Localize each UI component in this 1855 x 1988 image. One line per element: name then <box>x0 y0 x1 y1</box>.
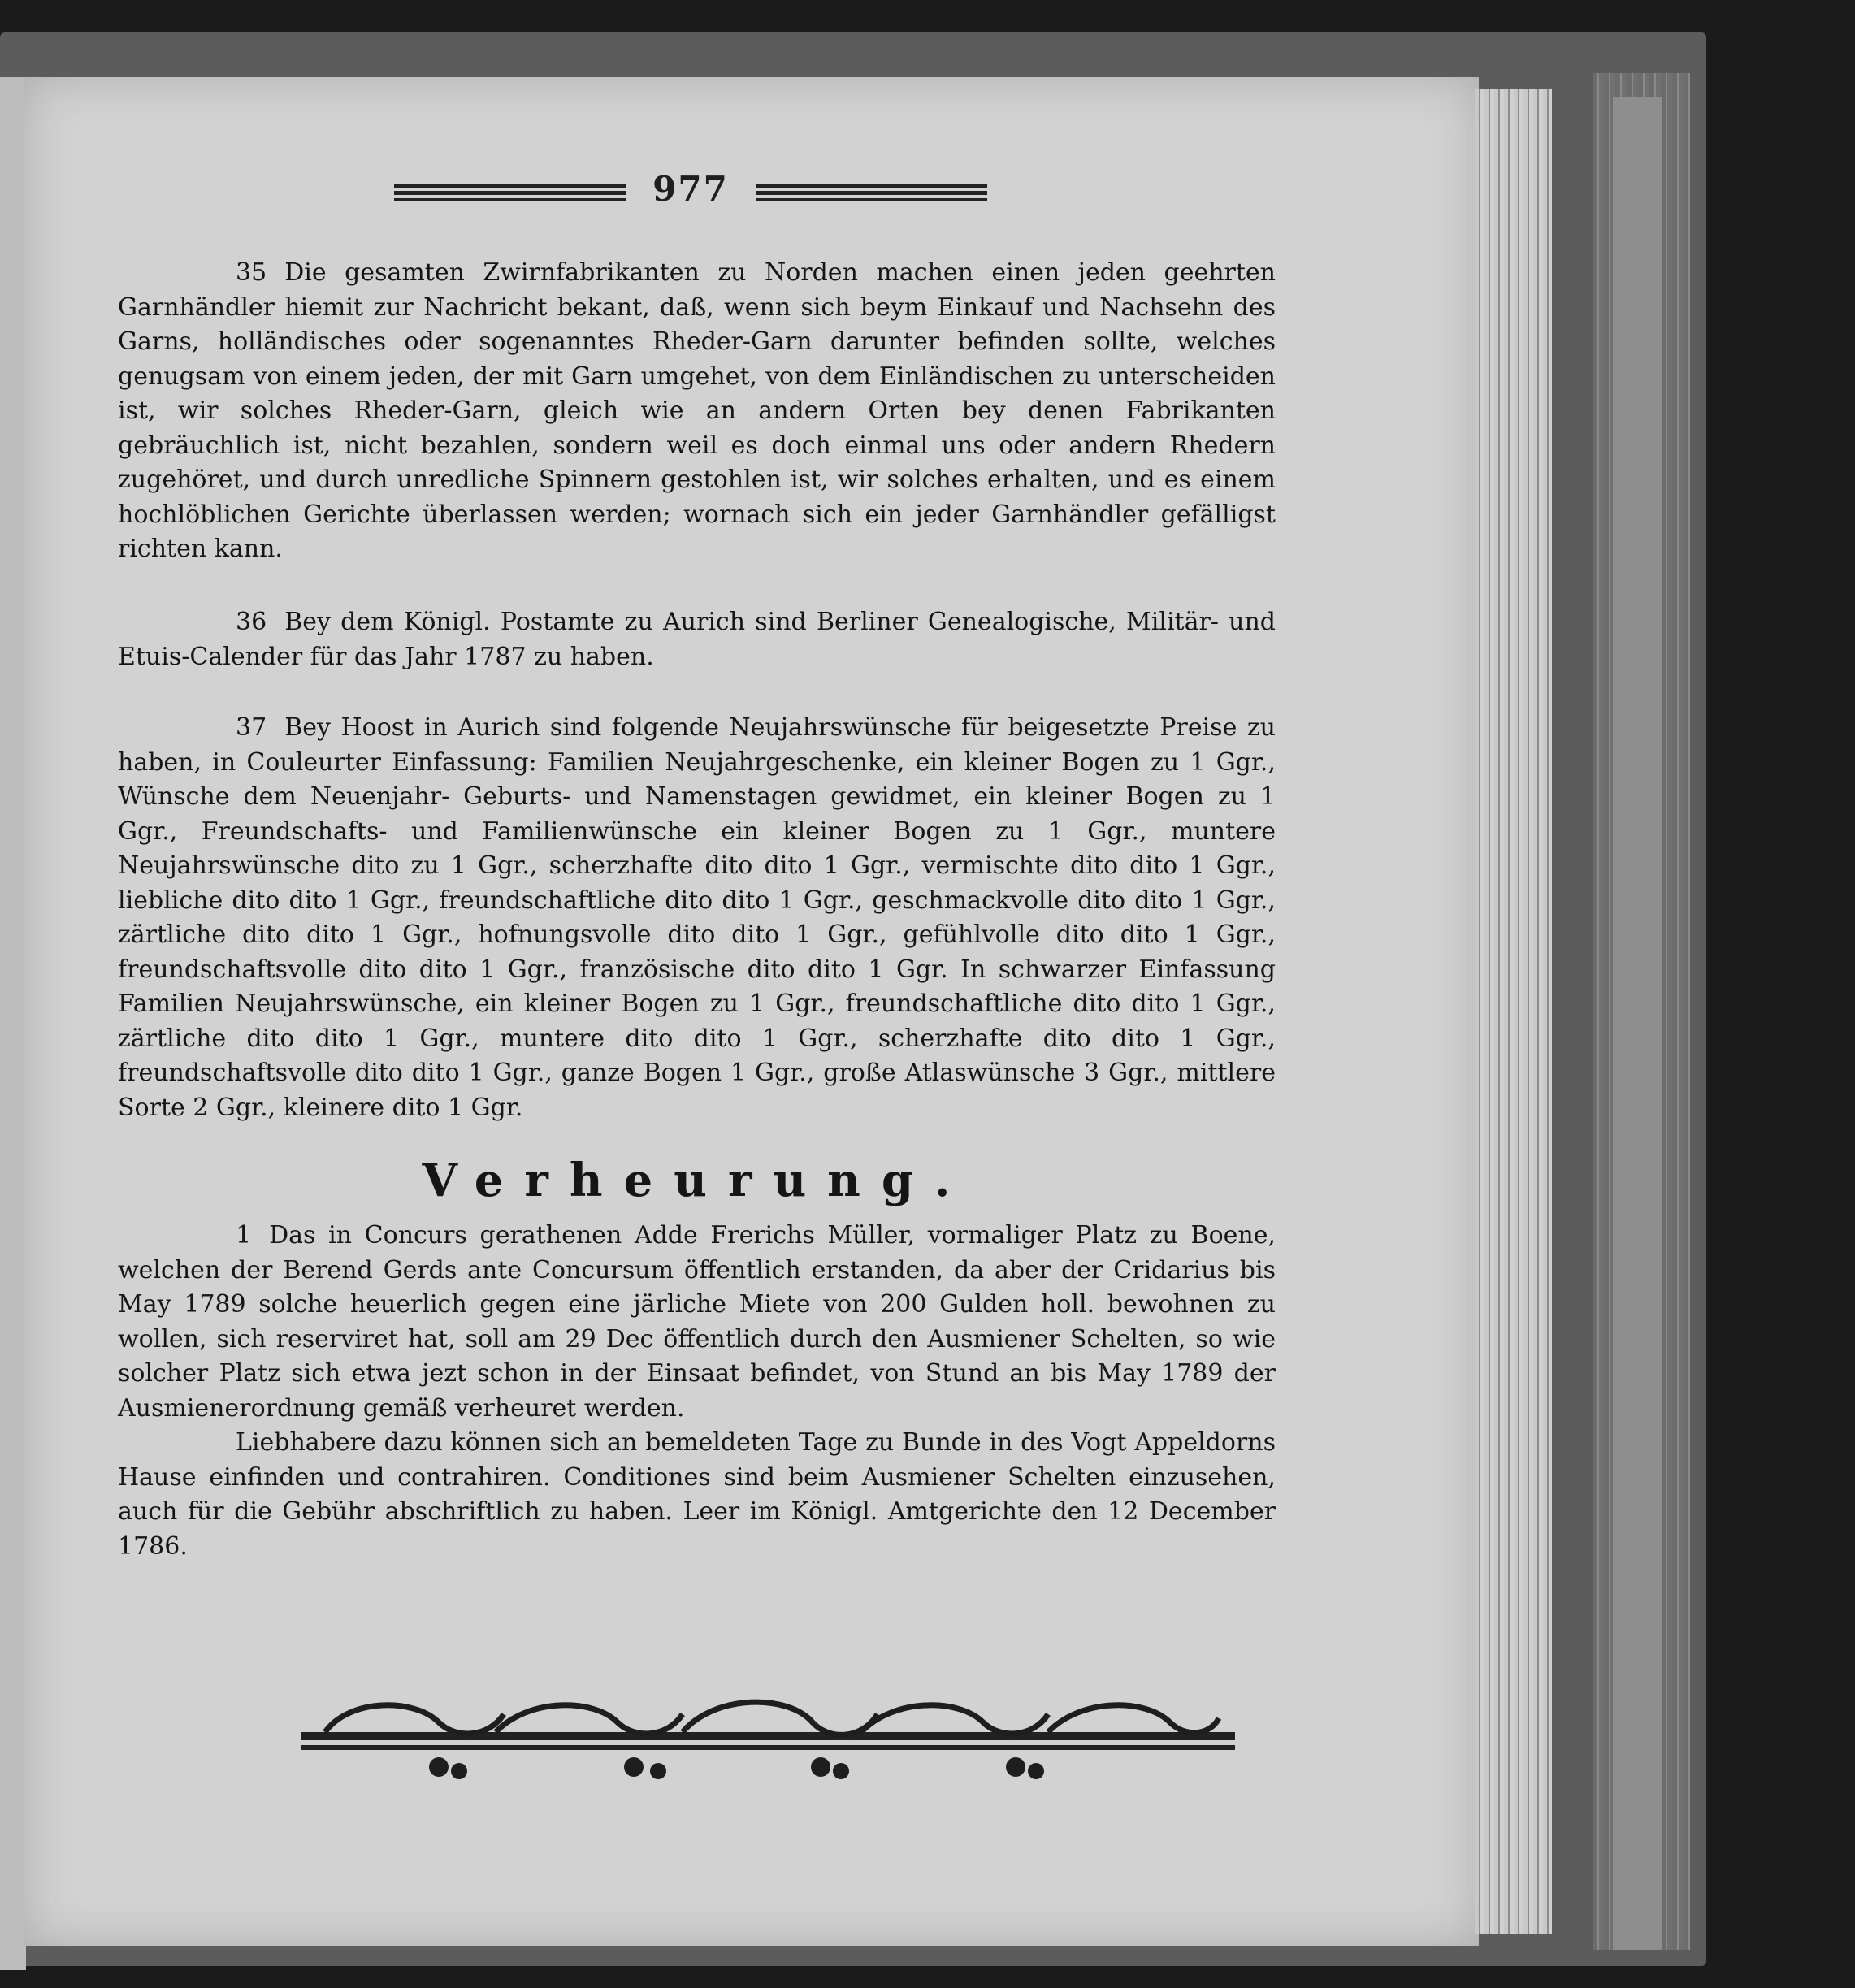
page-header <box>394 169 987 218</box>
entry-text: Bey Hoost in Aurich sind folgende Neujahrswünsche für beigesetzte Preise zu haben, in Couleurter Einfassung: Familien Neujahrgeschenke, ein kleiner Bogen zu 1 Ggr., Wünsche dem Neuenjahr- Geburts- und Namenstagen gewidmet, ein kleiner Bogen zu 1 Ggr., Freundschafts- und Familienwünsche ein kleiner Bogen zu 1 Ggr., muntere Neujahrswünsche dito zu 1 Ggr., scherzhafte dito dito 1 Ggr., vermischte dito dito 1 Ggr., liebliche dito dito 1 Ggr., freundschaftliche dito dito 1 Ggr., geschmackvolle dito dito 1 Ggr., zärtliche dito dito 1 Ggr., hofnungsvolle dito dito 1 Ggr., gefühlvolle dito dito 1 Ggr., freundschaftsvolle dito dito 1 Ggr., französische dito dito 1 Ggr. In schwarzer Einfassung Familien Neujahrswünsche, ein kleiner Bogen zu 1 Ggr., freundschaftliche dito dito 1 Ggr., zärtliche dito dito 1 Ggr., muntere dito dito 1 Ggr., scherzhafte dito dito 1 Ggr., freundschaftsvolle dito dito 1 Ggr., ganze Bogen 1 Ggr., große Atlaswünsche 3 Ggr., mittlere Sorte 2 Ggr., kleinere dito 1 Ggr. <box>118 713 1276 1122</box>
page-number: 977 <box>652 169 729 209</box>
decorative-ornament <box>301 1690 1235 1787</box>
entry-text: Das in Concurs gerathenen Adde Frerichs Müller, vormaliger Platz zu Boene, welchen der Berend Gerds ante Concursum öffentlich erstanden, da aber der Cridarius bis May 1789 solche heuerlich gegen eine järliche Miete von 200 Gulden holl. bewohnen zu wollen, sich reserviret hat, soll am 29 Dec öffentlich durch den Ausmiener Schelten, so wie solcher Platz sich etwa jezt schon in der Einsaat befindet, von Stund an bis May 1789 der Ausmienerordnung gemäß verheuret werden. <box>118 1221 1276 1423</box>
entry-36 <box>118 605 1276 674</box>
facing-page-edge <box>0 77 26 1970</box>
entry-number: 37 <box>236 713 267 742</box>
page-edges <box>1475 89 1552 1934</box>
entry-text: Bey dem Königl. Postamte zu Aurich sind Berliner Genealogische, Militär- und Etuis-Calender für das Jahr 1787 zu haben. <box>118 608 1276 671</box>
entry-continuation: Liebhabere dazu können sich an bemeldeten Tage zu Bunde in des Vogt Appeldorns Hause einfinden und contrahiren. Conditiones sind beim Ausmiener Schelten einzusehen, auch für die Gebühr abschriftlich zu haben. Leer im Königl. Amtgerichte den 12 December 1786. <box>118 1428 1276 1561</box>
entry-number: 36 <box>236 608 267 636</box>
cover-board <box>1613 97 1662 1950</box>
entry-37 <box>118 711 1276 1125</box>
section-title: Verheurung. <box>422 1154 972 1207</box>
verheurung-entry <box>118 1219 1276 1564</box>
entry-text: Die gesamten Zwirnfabrikanten zu Norden machen einen jeden geehrten Garnhändler hiemit zur Nachricht bekant, daß, wenn sich beym Einkauf und Nachsehn des Garns, holländisches oder sogenanntes Rheder-Garn darunter befinden sollte, welches genugsam von einem jeden, der mit Garn umgehet, von dem Einländischen zu unterscheiden ist, wir solches Rheder-Garn, gleich wie an andern Orten bey denen Fabrikanten gebräuchlich ist, nicht bezahlen, sondern weil es doch einmal uns oder andern Rhedern zugehöret, und durch unredliche Spinnern gestohlen ist, wir solches erhalten, und es einem hochlöblichen Gerichte überlassen werden; wornach sich ein jeder Garnhändler gefälligst richten kann. <box>118 258 1276 563</box>
header-rule-right <box>756 184 987 201</box>
entry-number: 35 <box>236 258 267 287</box>
entry-number: 1 <box>236 1221 252 1250</box>
entry-35 <box>118 256 1276 567</box>
